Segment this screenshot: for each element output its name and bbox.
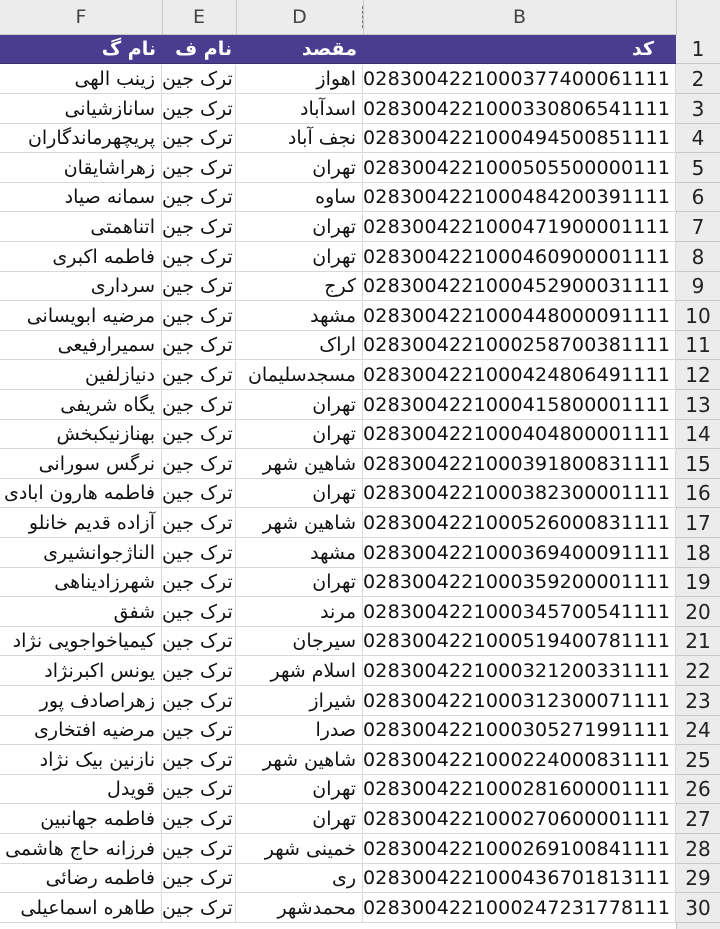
table-row — [0, 568, 720, 598]
row-number[interactable]: 16 — [676, 479, 720, 508]
row-number[interactable]: 21 — [676, 627, 720, 656]
header-row — [0, 35, 720, 65]
cell-code[interactable]: 0283004221000391800831111 — [363, 450, 676, 479]
cell-destination[interactable]: محمدشهر — [236, 894, 363, 923]
cell-code[interactable]: 0283004221000471900001111 — [363, 213, 676, 242]
table-row — [0, 124, 720, 154]
cell-last-name[interactable]: ترک جین — [162, 805, 236, 834]
cell-last-name[interactable]: ترک جین — [162, 568, 236, 597]
cell-destination[interactable]: مشهد — [236, 302, 363, 331]
cell-first-name[interactable]: اتناهمتی — [0, 213, 162, 242]
cell-last-name[interactable]: ترک جین — [162, 716, 236, 745]
cell-destination[interactable]: اسلام شهر — [236, 657, 363, 686]
row-number[interactable]: 27 — [676, 805, 720, 834]
cell-code[interactable]: 0283004221000452900031111 — [363, 272, 676, 301]
row-number[interactable]: 15 — [676, 450, 720, 479]
row-number[interactable]: 29 — [676, 864, 720, 893]
cell-code[interactable]: 0283004221000330806541111 — [363, 95, 676, 124]
cell-destination[interactable]: مشهد — [236, 539, 363, 568]
column-header-f[interactable]: F — [0, 0, 163, 34]
cell-code[interactable]: 0283004221000484200391111 — [363, 183, 676, 212]
table-row — [0, 420, 720, 450]
cell-code[interactable]: 0283004221000345700541111 — [363, 598, 676, 627]
cell-destination[interactable]: مرند — [236, 598, 363, 627]
table-row — [0, 539, 720, 569]
cell-code[interactable]: 0283004221000415800001111 — [363, 391, 676, 420]
table-row — [0, 805, 720, 835]
row-number[interactable]: 3 — [676, 95, 720, 124]
cell-first-name[interactable]: سمانه صیاد — [0, 183, 162, 212]
cell-first-name[interactable]: الناژجوانشیری — [0, 539, 162, 568]
row-number[interactable]: 19 — [676, 568, 720, 597]
cell-last-name[interactable]: ترک جین — [162, 894, 236, 923]
cell-last-name[interactable]: ترک جین — [162, 183, 236, 212]
cell-last-name[interactable]: ترک جین — [162, 65, 236, 94]
header-cell-code[interactable]: کد — [363, 35, 676, 64]
cell-first-name[interactable]: شهرزادیناهی — [0, 568, 162, 597]
cell-first-name[interactable]: یگاه شریفی — [0, 391, 162, 420]
cell-destination[interactable]: اهواز — [236, 65, 363, 94]
row-number[interactable]: 4 — [676, 124, 720, 153]
row-number[interactable]: 6 — [676, 183, 720, 212]
cell-last-name[interactable]: ترک جین — [162, 509, 236, 538]
column-header-bar — [0, 0, 720, 35]
cell-last-name[interactable]: ترک جین — [162, 539, 236, 568]
cell-destination[interactable]: سیرجان — [236, 627, 363, 656]
cell-destination[interactable]: شاهین شهر — [236, 450, 363, 479]
cell-last-name[interactable]: ترک جین — [162, 124, 236, 153]
cell-last-name[interactable]: ترک جین — [162, 420, 236, 449]
cell-last-name[interactable]: ترک جین — [162, 302, 236, 331]
cell-code[interactable]: 0283004221000321200331111 — [363, 657, 676, 686]
cell-last-name[interactable]: ترک جین — [162, 598, 236, 627]
table-row — [0, 627, 720, 657]
table-row — [0, 154, 720, 184]
cell-last-name[interactable]: ترک جین — [162, 450, 236, 479]
cell-first-name[interactable]: نازنین بیک نژاد — [0, 746, 162, 775]
row-number[interactable]: 8 — [676, 243, 720, 272]
table-row — [0, 272, 720, 302]
cell-first-name[interactable]: سانازشیانی — [0, 95, 162, 124]
cell-first-name[interactable]: فاطمه رضائی — [0, 864, 162, 893]
cell-last-name[interactable]: ترک جین — [162, 213, 236, 242]
row-number[interactable]: 12 — [676, 361, 720, 390]
cell-last-name[interactable]: ترک جین — [162, 835, 236, 864]
cell-destination[interactable]: ساوه — [236, 183, 363, 212]
column-header-d[interactable]: D — [236, 0, 364, 34]
cell-code[interactable]: 0283004221000526000831111 — [363, 509, 676, 538]
cell-code[interactable]: 0283004221000424806491111 — [363, 361, 676, 390]
freeze-pane-divider[interactable] — [362, 6, 366, 28]
cell-code[interactable]: 0283004221000460900001111 — [363, 243, 676, 272]
cell-destination[interactable]: تهران — [236, 479, 363, 508]
cell-first-name[interactable]: دنیازلفین — [0, 361, 162, 390]
cell-code[interactable]: 0283004221000247231778111 — [363, 894, 676, 923]
table-row — [0, 183, 720, 213]
table-row — [0, 213, 720, 243]
cell-first-name[interactable]: سمیرارفیعی — [0, 331, 162, 360]
cell-first-name[interactable]: سرداری — [0, 272, 162, 301]
table-row — [0, 509, 720, 539]
cell-first-name[interactable]: زهراشایقان — [0, 154, 162, 183]
cell-first-name[interactable]: مرضیه افتخاری — [0, 716, 162, 745]
cell-code[interactable]: 0283004221000258700381111 — [363, 331, 676, 360]
table-row — [0, 598, 720, 628]
table-row — [0, 302, 720, 332]
cell-code[interactable]: 0283004221000269100841111 — [363, 835, 676, 864]
cell-destination[interactable]: کرج — [236, 272, 363, 301]
cell-destination[interactable]: نجف آباد — [236, 124, 363, 153]
cell-code[interactable]: 0283004221000281600001111 — [363, 775, 676, 804]
cell-last-name[interactable]: ترک جین — [162, 479, 236, 508]
cell-destination[interactable]: ری — [236, 864, 363, 893]
cell-first-name[interactable]: فاطمه اکبری — [0, 243, 162, 272]
cell-destination[interactable]: تهران — [236, 420, 363, 449]
cell-first-name[interactable]: فرزانه حاج هاشمی — [0, 835, 162, 864]
cell-first-name[interactable]: شفق — [0, 598, 162, 627]
table-row — [0, 716, 720, 746]
column-header-e[interactable]: E — [162, 0, 237, 34]
column-header-b[interactable]: B — [363, 0, 677, 34]
cell-first-name[interactable]: فاطمه جهانبین — [0, 805, 162, 834]
row-number[interactable]: 23 — [676, 687, 720, 716]
row-number[interactable]: 9 — [676, 272, 720, 301]
header-cell-first-name[interactable]: نام گ — [0, 35, 162, 64]
cell-destination[interactable]: مسجدسلیمان — [236, 361, 363, 390]
cell-first-name[interactable]: فاطمه هارون ابادی — [0, 479, 162, 508]
cell-first-name[interactable]: آزاده قدیم خانلو — [0, 509, 162, 538]
cell-first-name[interactable]: پریچهرماندگاران — [0, 124, 162, 153]
table-row — [0, 775, 720, 805]
cell-destination[interactable]: تهران — [236, 243, 363, 272]
cell-destination[interactable]: تهران — [236, 775, 363, 804]
table-row — [0, 65, 720, 95]
cell-first-name[interactable]: مرضیه ابویسانی — [0, 302, 162, 331]
cell-code[interactable]: 0283004221000224000831111 — [363, 746, 676, 775]
cell-first-name[interactable]: یونس اکبرنژاد — [0, 657, 162, 686]
cell-destination[interactable]: تهران — [236, 805, 363, 834]
table-row — [0, 361, 720, 391]
cell-code[interactable]: 0283004221000377400061111 — [363, 65, 676, 94]
row-number[interactable]: 7 — [676, 213, 720, 242]
cell-last-name[interactable]: ترک جین — [162, 154, 236, 183]
table-row — [0, 657, 720, 687]
row-number[interactable]: 26 — [676, 775, 720, 804]
cell-last-name[interactable]: ترک جین — [162, 746, 236, 775]
row-number[interactable]: 30 — [676, 894, 720, 923]
cell-destination[interactable]: تهران — [236, 154, 363, 183]
cell-first-name[interactable]: قویدل — [0, 775, 162, 804]
cell-code[interactable]: 0283004221000436701813111 — [363, 864, 676, 893]
table-row — [0, 894, 720, 924]
cell-destination[interactable]: صدرا — [236, 716, 363, 745]
row-number[interactable]: 22 — [676, 657, 720, 686]
table-row — [0, 95, 720, 125]
cell-last-name[interactable]: ترک جین — [162, 775, 236, 804]
cell-last-name[interactable]: ترک جین — [162, 272, 236, 301]
cell-first-name[interactable]: بهنازنیکبخش — [0, 420, 162, 449]
row-number[interactable]: 1 — [676, 35, 720, 64]
table-row — [0, 746, 720, 776]
cell-code[interactable]: 0283004221000305271991111 — [363, 716, 676, 745]
cell-destination[interactable]: تهران — [236, 568, 363, 597]
cell-first-name[interactable]: نرگس سورانی — [0, 450, 162, 479]
cell-first-name[interactable]: طاهره اسماعیلی — [0, 894, 162, 923]
table-row — [0, 391, 720, 421]
row-number[interactable]: 20 — [676, 598, 720, 627]
header-cell-last-name[interactable]: نام ف — [162, 35, 236, 64]
cell-last-name[interactable]: ترک جین — [162, 95, 236, 124]
cell-code[interactable]: 0283004221000505500000111 — [363, 154, 676, 183]
table-row — [0, 331, 720, 361]
cell-destination[interactable]: تهران — [236, 213, 363, 242]
cell-last-name[interactable]: ترک جین — [162, 627, 236, 656]
cell-first-name[interactable]: کیمیاخواجویی نژاد — [0, 627, 162, 656]
table-row — [0, 450, 720, 480]
row-number[interactable]: 10 — [676, 302, 720, 331]
cell-first-name[interactable]: زهراصادف پور — [0, 687, 162, 716]
cell-code[interactable]: 0283004221000382300001111 — [363, 479, 676, 508]
cell-code[interactable]: 0283004221000270600001111 — [363, 805, 676, 834]
cell-last-name[interactable]: ترک جین — [162, 243, 236, 272]
cell-code[interactable]: 0283004221000519400781111 — [363, 627, 676, 656]
cell-last-name[interactable]: ترک جین — [162, 687, 236, 716]
cell-code[interactable]: 0283004221000312300071111 — [363, 687, 676, 716]
cell-code[interactable]: 0283004221000404800001111 — [363, 420, 676, 449]
row-number[interactable]: 28 — [676, 835, 720, 864]
table-row — [0, 687, 720, 717]
table-row — [0, 864, 720, 894]
row-number[interactable]: 18 — [676, 539, 720, 568]
cell-last-name[interactable]: ترک جین — [162, 361, 236, 390]
row-number[interactable]: 14 — [676, 420, 720, 449]
cell-last-name[interactable]: ترک جین — [162, 657, 236, 686]
row-number[interactable]: 17 — [676, 509, 720, 538]
cell-destination[interactable]: اسدآباد — [236, 95, 363, 124]
row-number[interactable]: 5 — [676, 154, 720, 183]
cell-code[interactable]: 0283004221000369400091111 — [363, 539, 676, 568]
cell-destination[interactable]: خمینی شهر — [236, 835, 363, 864]
cell-destination[interactable]: تهران — [236, 391, 363, 420]
row-number[interactable]: 11 — [676, 331, 720, 360]
cell-code[interactable]: 0283004221000494500851111 — [363, 124, 676, 153]
row-number[interactable]: 24 — [676, 716, 720, 745]
cell-code[interactable]: 0283004221000359200001111 — [363, 568, 676, 597]
table-row — [0, 479, 720, 509]
table-row — [0, 835, 720, 865]
table-row — [0, 243, 720, 273]
row-number[interactable]: 13 — [676, 391, 720, 420]
row-number[interactable]: 2 — [676, 65, 720, 94]
cell-destination[interactable]: شیراز — [236, 687, 363, 716]
row-number[interactable]: 25 — [676, 746, 720, 775]
header-cell-destination[interactable]: مقصد — [236, 35, 363, 64]
cell-last-name[interactable]: ترک جین — [162, 331, 236, 360]
cell-destination[interactable]: شاهین شهر — [236, 746, 363, 775]
cell-last-name[interactable]: ترک جین — [162, 391, 236, 420]
cell-code[interactable]: 0283004221000448000091111 — [363, 302, 676, 331]
cell-last-name[interactable]: ترک جین — [162, 864, 236, 893]
cell-destination[interactable]: اراک — [236, 331, 363, 360]
cell-destination[interactable]: شاهین شهر — [236, 509, 363, 538]
cell-first-name[interactable]: زینب الهی — [0, 65, 162, 94]
